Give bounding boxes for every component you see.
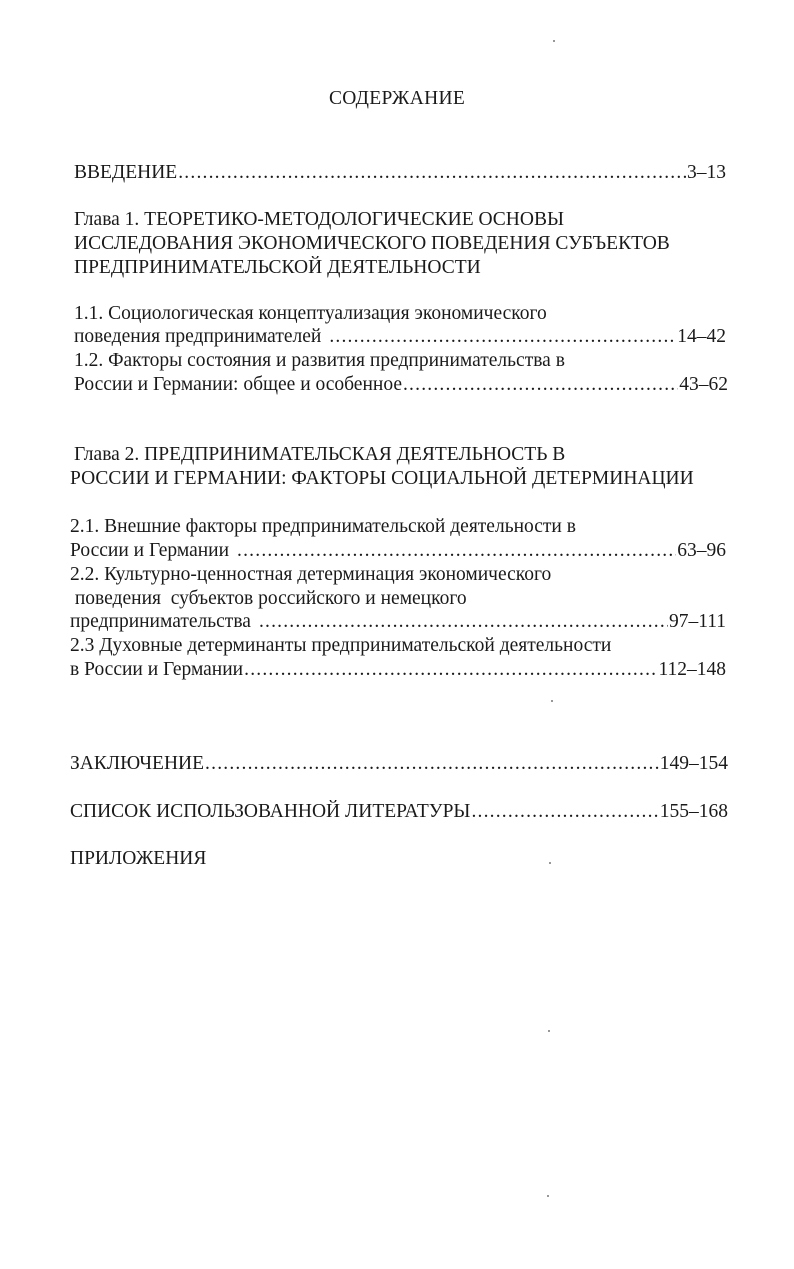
scan-speck: [548, 1030, 550, 1032]
leader-dots: [244, 658, 657, 681]
toc-entry-label: России и Германии: общее и особенное: [74, 374, 402, 395]
toc-entry-label: России и Германии: [70, 540, 230, 561]
toc-entry-2-1: [70, 539, 726, 562]
toc-entry-appendix: ПРИЛОЖЕНИЯ: [70, 848, 207, 869]
leader-dots: [329, 325, 676, 348]
chapter1-heading-line3: ПРЕДПРИНИМАТЕЛЬСКОЙ ДЕЯТЕЛЬНОСТИ: [74, 257, 481, 278]
section-1-2-title: 1.2. Факторы состояния и развития предпринимательства в: [74, 350, 565, 371]
section-2-1-title: 2.1. Внешние факторы предпринимательской деятельности в: [70, 516, 576, 537]
scan-speck: [553, 40, 555, 42]
toc-entry-label: предпринимательства: [70, 611, 251, 632]
toc-entry-label: СПИСОК ИСПОЛЬЗОВАННОЙ ЛИТЕРАТУРЫ: [70, 801, 471, 822]
section-2-2-title-cont: поведения субъектов российского и немецкого: [70, 588, 467, 609]
toc-entry-intro: [74, 161, 726, 184]
toc-entry-pages: 43–62: [679, 374, 728, 395]
toc-entry-pages: 149–154: [659, 753, 728, 774]
scan-speck: [551, 700, 553, 702]
toc-entry-conclusion: [70, 752, 728, 775]
page-title: СОДЕРЖАНИЕ: [328, 88, 466, 109]
leader-dots: [259, 610, 668, 633]
toc-entry-pages: 112–148: [658, 659, 726, 680]
section-1-1-title: 1.1. Социологическая концептуализация экономического: [74, 303, 547, 324]
leader-dots: [205, 752, 659, 775]
toc-entry-2-3: [70, 658, 726, 681]
scan-speck: [547, 1195, 549, 1197]
chapter2-heading-line1: Глава 2. ПРЕДПРИНИМАТЕЛЬСКАЯ ДЕЯТЕЛЬНОСТЬ В: [74, 444, 566, 465]
chapter2-heading-line2: РОССИИ И ГЕРМАНИИ: ФАКТОРЫ СОЦИАЛЬНОЙ ДЕТЕРМИНАЦИИ: [70, 468, 694, 489]
leader-dots: [237, 539, 676, 562]
chapter1-heading-line2: ИССЛЕДОВАНИЯ ЭКОНОМИЧЕСКОГО ПОВЕДЕНИЯ СУБЪЕКТОВ: [74, 233, 670, 254]
scan-speck: [549, 862, 551, 864]
chapter1-heading-line1: Глава 1. ТЕОРЕТИКО-МЕТОДОЛОГИЧЕСКИЕ ОСНОВЫ: [74, 209, 564, 230]
toc-entry-label: ВВЕДЕНИЕ: [74, 162, 178, 183]
section-2-2-title: 2.2. Культурно-ценностная детерминация экономического: [70, 564, 552, 585]
leader-dots: [403, 373, 678, 396]
toc-entry-pages: 3–13: [687, 162, 726, 183]
toc-entry-1-1: [74, 325, 726, 348]
toc-entry-1-2: [74, 373, 728, 396]
toc-entry-pages: 97–111: [668, 611, 726, 632]
toc-entry-pages: 63–96: [677, 540, 726, 561]
leader-dots: [471, 800, 658, 823]
toc-entry-label: в России и Германии: [70, 659, 244, 680]
toc-entry-label: ЗАКЛЮЧЕНИЕ: [70, 753, 205, 774]
toc-entry-pages: 155–168: [659, 801, 728, 822]
toc-entry-references: [70, 800, 728, 823]
section-2-3-title: 2.3 Духовные детерминанты предпринимательской деятельности: [70, 635, 612, 656]
leader-dots: [178, 161, 686, 184]
toc-entry-2-2: [70, 610, 726, 633]
toc-entry-label: поведения предпринимателей: [74, 326, 322, 347]
toc-entry-pages: 14–42: [677, 326, 726, 347]
